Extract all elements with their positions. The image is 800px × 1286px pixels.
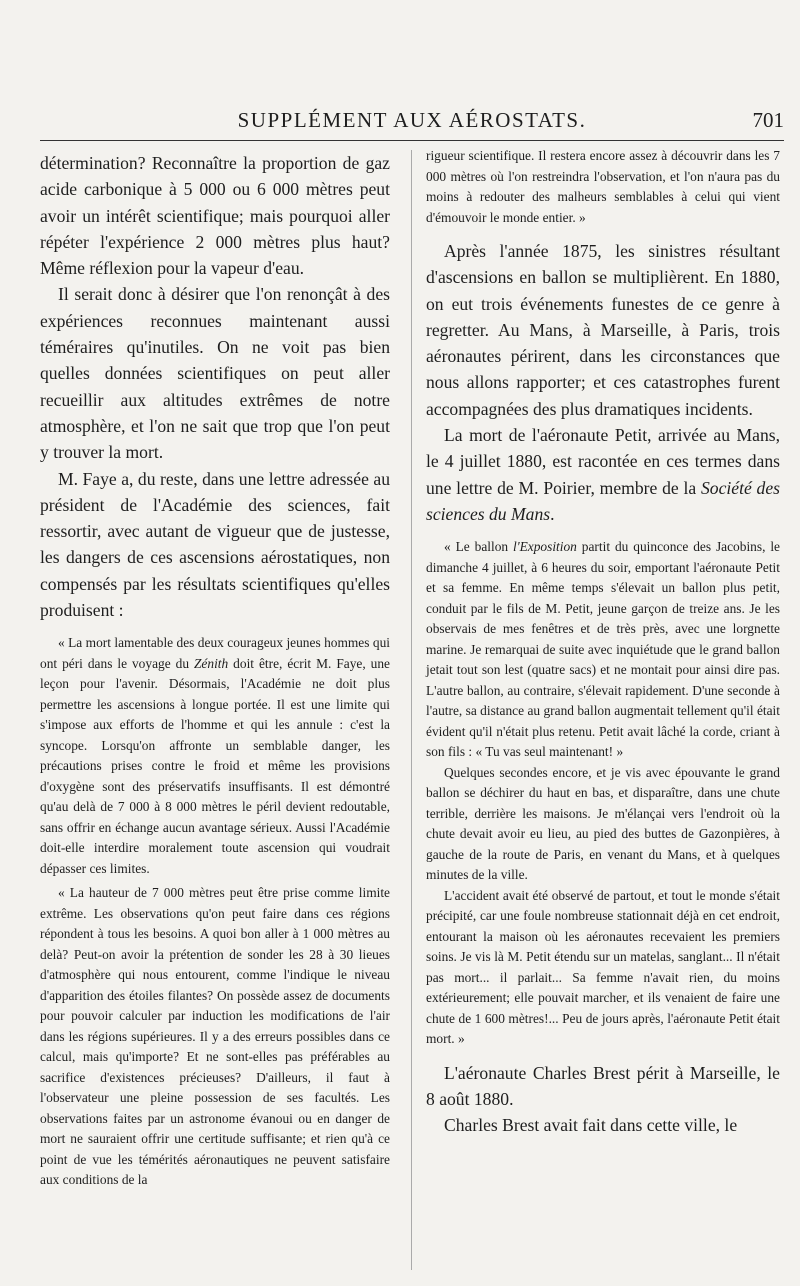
paragraph-text: . (550, 503, 555, 524)
paragraph: Il serait donc à désirer que l'on renonçât à des expériences reconnues maintenant aussi téméraires qu'inutiles. On ne voit pas bien quelles données scientifiques on peut aller recueillir aux altitudes extrêmes de notre atmosphère, et l'on ne sait que trop que l'on peut y trouver la mort. (40, 284, 390, 463)
paragraph: détermination? Reconnaître la proportion de gaz acide carbonique à 5 000 ou 6 000 mètres peut avoir un intérêt scientifique; mais pourquoi aller répéter l'expérience 2 000 mètres plus haut? Même réflexion pour la vapeur d'eau. (40, 153, 390, 279)
quote-text: partit du quinconce des Jacobins, le dimanche 4 juillet, à 6 heures du soir, emportant l'aéronaute Petit et sa femme. En même temps s'élevait un ballon plus petit, conduit par le fils de M. Petit, jeune garçon de treize ans. Je les observais de mes fenêtres et de très près, avec une lorgnette marine. Je remarquai de suite avec inquiétude que le grand ballon jetait tout son lest (quatre sacs) et ne montait pour ainsi dire pas. L'autre ballon, au contraire, s'élevait rapidement. D'une seconde à l'autre, sa distance au grand ballon augmentait tellement qu'il était évident qu'il n'était plus retenu. Petit avait lâché la corde, criant à son fils : « Tu vas seul maintenant! » (426, 539, 780, 760)
paragraph: L'aéronaute Charles Brest périt à Marseille, le 8 août 1880. (426, 1062, 780, 1110)
quote-paragraph (426, 537, 780, 763)
header-rule (40, 140, 784, 141)
quote-paragraph: « La hauteur de 7 000 mètres peut être prise comme limite extrême. Les observations qu'on peut faire dans ces régions répondent à tous les besoins. A quoi bon aller à 1 000 mètres au delà? Peut-on avoir la prétention de sonder les 28 à 30 lieues d'atmosphère qui nous entourent, comme l'indique le niveau d'apparition des étoiles filantes? On possède assez de documents pour pouvoir calculer par induction les modifications de l'air dans les régions supérieures. Il y a des erreurs possibles dans ce calcul, mais qu'importe? Et ne sont-elles pas préférables au sacrifice d'existences précieuses? D'ailleurs, il faut à l'observateur une pleine possession de ses facultés. Les observations faites par un astronome évanoui ou en danger de mort ne sauraient offrir une certitude suffisante; et rien qu'à ce point de vue les témérités aéronautiques ne peuvent satisfaire aux conditions de la (40, 885, 390, 1188)
balloon-name: Zénith (193, 655, 229, 671)
quote-paragraph: L'accident avait été observé de partout, et tout le monde s'était précipité, car une foule nombreuse stationnait déjà en cet endroit, entourant la maison où les aéronautes recevaient les premiers soins. Je vis là M. Petit étendu sur un matelas, sanglant... Il n'était pas mort... il parlait... Sa femme n'avait rien, du moins extérieurement; elle pouvait marcher, et ils venaient de faire une chute de 1 600 mètres!... Peu de jours après, l'aéronaute Petit était mort. » (426, 887, 780, 1047)
paragraph: Après l'année 1875, les sinistres résultant d'ascensions en ballon se multiplièrent. En 1880, on eut trois événements funestes de ce genre à regretter. Au Mans, à Marseille, à Paris, trois aéronautes périrent, dans les circonstances que nous allons rapporter; et ces catastrophes furent accompagnées des plus dramatiques incidents. (426, 241, 780, 419)
page-header (40, 108, 784, 138)
running-title: SUPPLÉMENT AUX AÉROSTATS. (237, 108, 587, 132)
right-column (426, 146, 780, 1139)
quote-text: « La mort lamentable des deux courageux jeunes hommes qui ont péri dans le voyage du (40, 635, 390, 671)
balloon-name: l'Exposition (513, 539, 577, 555)
quote-paragraph: Quelques secondes encore, et je vis avec épouvante le grand ballon se déchirer du haut en bas, et disparaître, dans une chute terrible, derrière les maisons. Je m'élançai vers l'endroit où la chute devait avoir eu lieu, au pied des buttes de Gazonpières, à gauche de la route de Paris, en venant du Mans, et à quelques minutes de la ville. (426, 764, 780, 883)
quote-paragraph: rigueur scientifique. Il restera encore assez à découvrir dans les 7 000 mètres où l'on restreindra l'observation, et l'on n'aura pas du moins à redouter des malheurs semblables à celui qui vient d'émouvoir le monde entier. » (426, 148, 780, 225)
paragraph: Charles Brest avait fait dans cette ville, le (444, 1115, 738, 1136)
quote-text: doit être, écrit M. Faye, une leçon pour l'avenir. Désormais, l'Académie ne doit plus permettre les ascensions à longue portée. Il est une limite qui s'impose aux efforts de l'homme et qui les annule : c'est la syncope. Lorsqu'on affronte un semblable danger, les précautions prises contre le froid et même les provisions d'oxygène sont des préservatifs insuffisants. Il est démontré qu'au delà de 7 000 à 8 000 mètres le péril devient redoutable, sans offrir en échange aucun avantage sérieux. Aussi l'Académie doit-elle interdire moralement toute ascension qui voudrait dépasser ces limites. (40, 655, 390, 876)
paragraph-text: La mort de l'aéronaute Petit, arrivée au Mans, le 4 juillet 1880, est racontée en ces termes dans une lettre de M. Poirier, membre de la (426, 425, 780, 498)
quote-text: « Le ballon (444, 539, 514, 555)
paragraph: M. Faye a, du reste, dans une lettre adressée au président de l'Académie des sciences, fait ressortir, avec autant de vigueur que de justesse, les dangers de ces ascensions aérostatiques, non compensés par les résultats scientifiques qu'elles produisent : (40, 468, 390, 621)
left-column (40, 150, 390, 1191)
society-name: Société des sciences du Mans (426, 477, 780, 524)
quote-paragraph (40, 633, 390, 879)
column-divider (411, 150, 412, 1270)
page-number: 701 (752, 108, 784, 132)
paragraph (426, 422, 780, 527)
